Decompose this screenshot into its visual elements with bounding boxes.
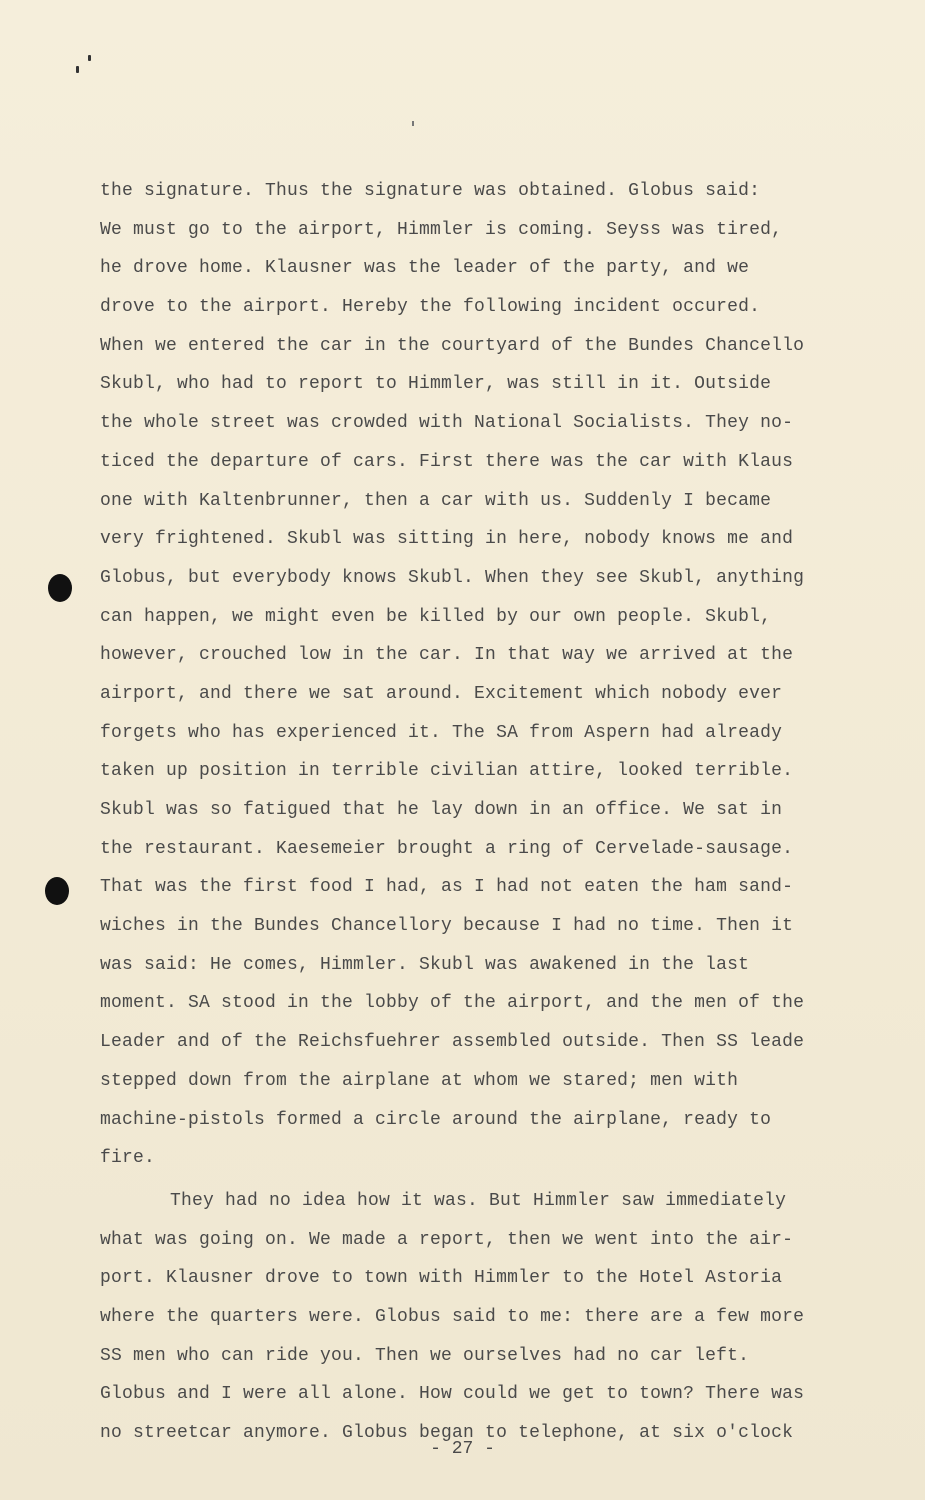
text-line: Globus and I were all alone. How could we get to town? There was [100,1384,805,1405]
text-line: SS men who can ride you. Then we ourselves had no car left. [100,1345,750,1366]
text-line: That was the first food I had, as I had not eaten the ham sand- [100,877,794,898]
text-line: one with Kaltenbrunner, then a car with us. Suddenly I became [100,490,772,511]
text-line: wiches in the Bundes Chancellory because I had no time. Then it [100,916,794,937]
text-line: forgets who has experienced it. The SA from Aspern had already [100,722,783,743]
text-line: When we entered the car in the courtyard of the Bundes Chancello [100,335,805,356]
text-line: drove to the airport. Hereby the following incident occured. [100,297,761,318]
text-line: where the quarters were. Globus said to me: there are a few more [100,1306,805,1327]
text-line: moment. SA stood in the lobby of the airport, and the men of the [100,993,805,1014]
text-line: however, crouched low in the car. In that way we arrived at the [100,645,794,666]
text-line: Skubl, who had to report to Himmler, was still in it. Outside [100,374,772,395]
text-line: port. Klausner drove to town with Himmler to the Hotel Astoria [100,1268,783,1289]
ink-mark [412,121,414,126]
text-line: stepped down from the airplane at whom we stared; men with [100,1070,739,1091]
text-line: the signature. Thus the signature was obtained. Globus said: [100,181,761,201]
ink-mark [88,55,91,61]
text-line: no streetcar anymore. Globus began to telephone, at six o'clock [100,1423,794,1443]
text-line: fire. [100,1148,156,1169]
text-line: was said: He comes, Himmler. Skubl was awakened in the last [100,954,750,975]
text-line: ticed the departure of cars. First there was the car with Klaus [100,451,794,472]
text-line: We must go to the airport, Himmler is coming. Seyss was tired, [100,219,783,240]
text-line: They had no idea how it was. But Himmler saw immediately [170,1190,787,1211]
text-line: airport, and there we sat around. Excitement which nobody ever [100,683,783,704]
text-line: he drove home. Klausner was the leader of the party, and we [100,258,750,279]
punch-hole [45,877,69,905]
text-line: what was going on. We made a report, then we went into the air- [100,1229,794,1250]
text-line: can happen, we might even be killed by our own people. Skubl, [100,606,772,627]
page-number: - 27 - [430,1439,495,1459]
punch-hole [48,574,72,602]
text-line: Globus, but everybody knows Skubl. When they see Skubl, anything [100,567,805,588]
typewritten-text [100,172,885,1453]
text-line: taken up position in terrible civilian attire, looked terrible. [100,761,794,782]
ink-mark [76,66,79,73]
text-line: machine-pistols formed a circle around the airplane, ready to [100,1109,772,1130]
text-line: the restaurant. Kaesemeier brought a ring of Cervelade-sausage. [100,838,794,859]
text-line: Leader and of the Reichsfuehrer assembled outside. Then SS leade [100,1032,805,1053]
text-line: the whole street was crowded with National Socialists. They no- [100,413,794,434]
text-line: Skubl was so fatigued that he lay down in an office. We sat in [100,800,783,820]
text-line: very frightened. Skubl was sitting in here, nobody knows me and [100,529,794,550]
